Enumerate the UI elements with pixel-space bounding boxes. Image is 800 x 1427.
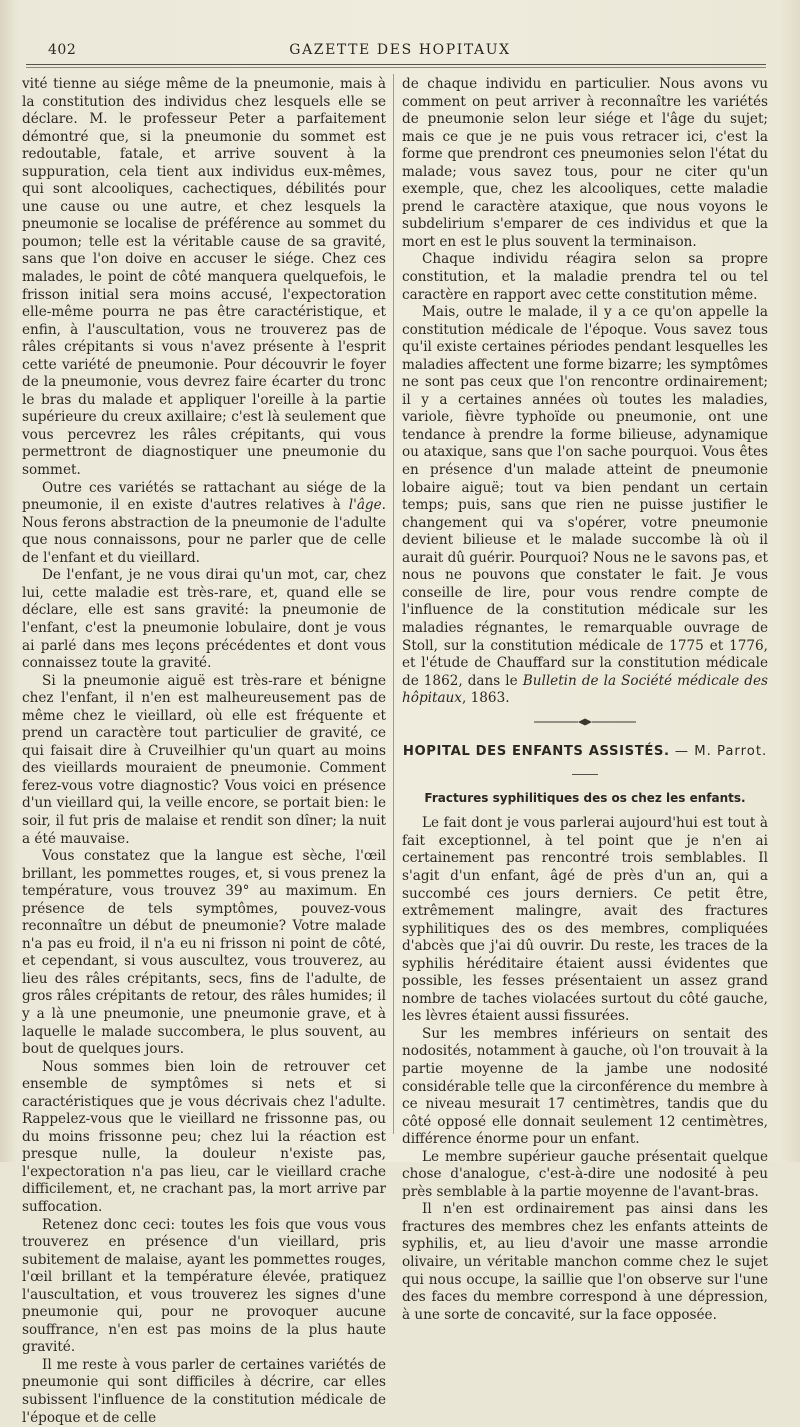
header-rule-secondary bbox=[26, 67, 766, 68]
paragraph: Vous constatez que la langue est sèche, l'œil brillant, les pommettes rouges, et, si vous prenez la température, vous trouvez 39° au maximum. En présence de tels symptômes, pouvez-vous reconnaître un début de pneumonie? Votre malade n'a pas eu froid, il n'a eu ni frisson ni point de côté, et cependant, si vous auscultez, vous trouverez, au lieu des râles crépitants, secs, fins de l'adulte, de gros râles crépitants de retour, des râles humides; il y a là une pneumonie, une pneumonie grave, et à laquelle le malade succombera, le plus souvent, au bout de quelques jours. bbox=[22, 848, 386, 1058]
section-author: — M. Parrot. bbox=[674, 743, 768, 759]
paragraph: Outre ces variétés se rattachant au siége de la pneumonie, il en existe d'autres relatives à l'âge. Nous ferons abstraction de la pneumonie de l'adulte que nous connaissons, pour ne parler que de celle de l'enfant et du vieillard. bbox=[22, 479, 386, 566]
paragraph: Il n'en est ordinairement pas ainsi dans les fractures des membres chez les enfants atteints de syphilis, et, au lieu d'avoir une masse arrondie olivaire, un véritable manchon comme chez le sujet qui nous occupe, la saillie que l'on observe sur l'une des faces du membre correspond à une dépression, à une sorte de concavité, sur la face opposée. bbox=[402, 1201, 768, 1323]
journal-title: GAZETTE DES HOPITAUX bbox=[289, 42, 511, 58]
paragraph: Si la pneumonie aiguë est très-rare et bénigne chez l'enfant, il n'en est malheureusement pas de même chez le vieillard, où elle est fréquente et prend un caractère tout particulier de gravité, ce qui faisait dire à Cruveilhier qu'un quart au moins des vieillards mouraient de pneumonie. Comment ferez-vous votre diagnostic? Vous voici en présence d'un vieillard qui, la veille encore, se portait bien: le soir, il fut pris de malaise et rendit son dîner; la nuit a été mauvaise. bbox=[22, 672, 386, 847]
left-column bbox=[22, 76, 386, 1427]
section-ornament bbox=[402, 717, 768, 729]
paragraph: vité tienne au siége même de la pneumonie, mais à la constitution des individus chez lesquels elle se déclare. M. le professeur Peter a parfaitement démontré que, si la pneumonie du sommet est redoutable, fatale, et arrive souvent à la suppuration, cela tient aux individus eux-mêmes, qui sont alcooliques, cachectiques, débilités pour une cause ou une autre, et chez lesquels la pneumonie se localise de préférence au sommet du poumon; telle est la véritable cause de sa gravité, sans que l'on doive en accuser le siége. Chez ces malades, le point de côté manquera quelquefois, le frisson initial sera moins accusé, l'expectoration elle-même pourra ne pas être caractéristique, et enfin, à l'auscultation, vous ne trouverez pas de râles crépitants si vous n'avez présente à l'esprit cette variété de pneumonie. Pour découvrir le foyer de la pneumonie, vous devrez faire écarter du tronc le bras du malade et appliquer l'oreille à la partie supérieure du creux axillaire; c'est là seulement que vous percevrez les râles crépitants, qui vous permettront de diagnostiquer une pneumonie du sommet. bbox=[22, 76, 386, 479]
paragraph: Le fait dont je vous parlerai aujourd'hui est tout à fait exceptionnel, à tel point que je n'en ai certainement pas rencontré trois semblables. Il s'agit d'un enfant, âgé de près d'un an, qui a succombé ces jours derniers. Ce petit être, extrêmement malingre, avait des fractures syphilitiques des os des membres, compliquées d'abcès que j'ai dû ouvrir. Du reste, les traces de la syphilis héréditaire étaient aussi évidentes que possible, les fesses présentaient un assez grand nombre de taches violacées surtout du côté gauche, les lèvres étaient aussi fissurées. bbox=[402, 815, 768, 1025]
paragraph: Retenez donc ceci: toutes les fois que vous vous trouverez en présence d'un vieillard, pris subitement de malaise, ayant les pommettes rouges, l'œil brillant et la température élevée, pratiquez l'auscultation, et vous trouverez les signes d'une pneumonie qui, pour ne provoquer aucune souffrance, n'en est pas moins de la plus haute gravité. bbox=[22, 1216, 386, 1356]
paragraph: Sur les membres inférieurs on sentait des nodosités, notamment à gauche, où l'on trouvait à la partie moyenne de la jambe une nodosité considérable telle que la circonférence du membre à ce niveau mesurait 17 centimètres, tandis que du côté opposé elle donnait seulement 12 centimètres, différence énorme pour un enfant. bbox=[402, 1025, 768, 1148]
paragraph: De l'enfant, je ne vous dirai qu'un mot, car, chez lui, cette maladie est très-rare, et, quand elle se déclare, elle est sans gravité: la pneumonie de l'enfant, c'est la pneumonie lobulaire, dont je vous ai parlé dans mes leçons précédentes et dont vous connaissez toute la gravité. bbox=[22, 567, 386, 672]
right-column bbox=[402, 76, 768, 1324]
paragraph: Nous sommes bien loin de retrouver cet ensemble de symptômes si nets et si caractéristiques que je vous décrivais chez l'adulte. Rappelez-vous que le vieillard ne frissonne pas, ou du moins frissonne peu; chez lui la réaction est presque nulle, la douleur n'existe pas, l'expectoration n'a pas lieu, car le vieillard crache difficilement, et, ne crachant pas, la mort arrive par suffocation. bbox=[22, 1058, 386, 1215]
title-dash bbox=[402, 766, 768, 784]
paragraph: de chaque individu en particulier. Nous avons vu comment on peut arriver à reconnaître les variétés de pneumonie selon leur siége et l'âge du sujet; mais ce que je ne puis vous retracer ici, c'est la forme que prendront ces pneumonies selon l'état du malade; vous savez tous, pour ne citer qu'un exemple, que, chez les alcooliques, cette maladie prend le caractère ataxique, que nous voyons le subdelirium s'emparer de ces individus et que la mort en est le plus souvent la terminaison. bbox=[402, 76, 768, 250]
column-divider bbox=[393, 74, 394, 1134]
paragraph: Il me reste à vous parler de certaines variétés de pneumonie qui sont difficiles à décrire, car elles subissent l'influence de la constitution médicale de l'époque et de celle bbox=[22, 1356, 386, 1426]
paragraph: Chaque individu réagira selon sa propre constitution, et la maladie prendra tel ou tel caractère en rapport avec cette constitution même. bbox=[402, 251, 768, 303]
header-rule bbox=[26, 64, 766, 65]
page-header bbox=[30, 40, 770, 62]
paragraph: Le membre supérieur gauche présentait quelque chose d'analogue, c'est-à-dire une nodosité à peu près semblable à la partie moyenne de l'avant-bras. bbox=[402, 1148, 768, 1200]
section-title: HOPITAL DES ENFANTS ASSISTÉS. — M. Parrot. bbox=[402, 743, 768, 759]
paragraph: Mais, outre le malade, il y a ce qu'on appelle la constitution médicale de l'époque. Vous savez tous qu'il existe certaines périodes pendant lesquelles les maladies affectent une forme bizarre; les symptômes ne sont pas ceux que l'on rencontre ordinairement; il y a certaines années où toutes les maladies, variole, fièvre typhoïde ou pneumonie, ont une tendance à prendre la forme bilieuse, adynamique ou ataxique, sans que l'on sache pourquoi. Vous êtes en présence d'un malade atteint de pneumonie lobaire aiguë; tout va bien pendant un certain temps; puis, sans que rien ne puisse justifier le changement qui va s'opérer, votre pneumonie devient bilieuse et le malade succombe là où il aurait dû guérir. Pourquoi? Nous ne le savons pas, et nous ne pouvons que constater le fait. Je vous conseille de lire, pour vous rendre compte de l'influence de la constitution médicale sur les maladies régnantes, le remarquable ouvrage de Stoll, sur la constitution médicale de 1775 et 1776, et l'étude de Chauffard sur la constitution médicale de 1862, dans le Bulletin de la Société médicale des hôpitaux, 1863. bbox=[402, 304, 768, 707]
section-subtitle: Fractures syphilitiques des os chez les enfants. bbox=[424, 790, 746, 805]
page-number: 402 bbox=[48, 42, 77, 58]
